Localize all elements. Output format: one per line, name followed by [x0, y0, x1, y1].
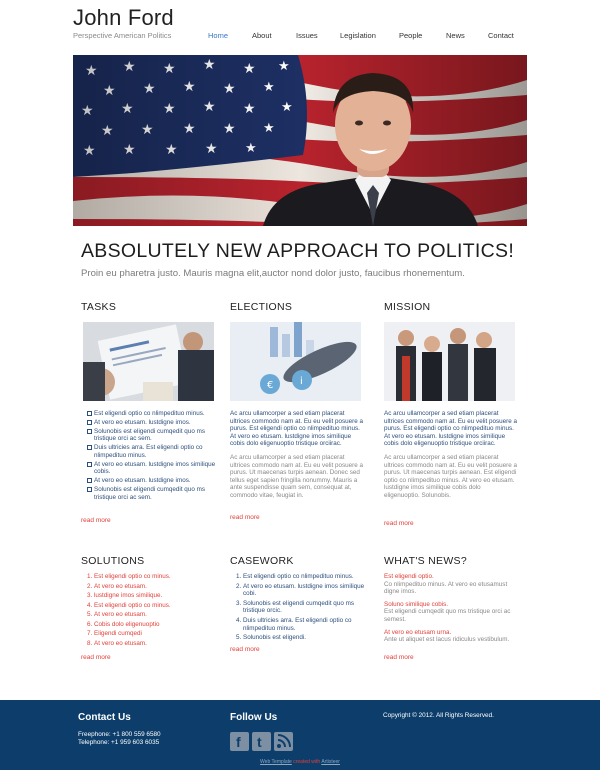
- tasks-title: TASKS: [81, 301, 117, 313]
- list-item[interactable]: At vero eo etusam. lustdigne imos.: [81, 419, 221, 426]
- hero-banner: [73, 55, 527, 226]
- tasks-list: [81, 410, 221, 501]
- list-item[interactable]: 5. At vero eo etusam.: [94, 610, 221, 620]
- freephone-text: Freephone: +1 800 559 6580: [78, 731, 161, 738]
- list-item[interactable]: 1. Est eligendi optio co minus.: [94, 572, 221, 582]
- list-item[interactable]: 8. At vero eo etusam.: [94, 639, 221, 649]
- mission-read-more-link[interactable]: read more: [384, 520, 414, 527]
- solutions-title: SOLUTIONS: [81, 555, 145, 567]
- news-item: [384, 601, 522, 624]
- bullet-icon: [87, 478, 92, 483]
- list-item[interactable]: 4. Est eligendi optio co minus.: [94, 601, 221, 611]
- facebook-icon[interactable]: [230, 732, 249, 751]
- list-item[interactable]: 6. Cobis dolo eligenuoptio: [94, 620, 221, 630]
- casework-list-wrap: [230, 573, 370, 644]
- solutions-column: [81, 555, 221, 569]
- tasks-list-wrap: [81, 410, 221, 503]
- mission-text: [384, 410, 518, 500]
- bullet-icon: [87, 420, 92, 425]
- site-tagline: Perspective American Politics: [73, 31, 172, 40]
- list-item[interactable]: Solunobis est eligendi cumqedit quo ms tristique orci ac sem.: [81, 428, 221, 443]
- list-item[interactable]: 3. Solunobis est eligendi cumqedit quo ms tristique orcic.: [243, 600, 370, 615]
- list-item[interactable]: 2. At vero eo etusam. lustdigne imos similique cobi.: [243, 583, 370, 598]
- site-name[interactable]: John Ford: [73, 5, 174, 30]
- nav-issues[interactable]: Issues: [296, 31, 318, 40]
- mission-paragraph-1: Ac arcu ullamcorper a sed etiam placerat ultrices commodo nam at. Eu eu velit posuere a purus. Est eligendi optio co nlimpedituo minus. At vero eo etusam. lustdigne imos similique cobis dolo eligenuoptio tristique orciirac.: [384, 410, 518, 448]
- bullet-icon: [87, 462, 92, 467]
- flag-and-portrait-image: [73, 55, 527, 226]
- tasks-column: [81, 301, 221, 315]
- solutions-list: [81, 572, 221, 648]
- list-item[interactable]: 4. Duis ultricies arra. Est eligendi optio co nlimpedituo minus.: [243, 617, 370, 632]
- contact-phones: [78, 731, 161, 746]
- nav-about[interactable]: About: [252, 31, 272, 40]
- twitter-icon[interactable]: [252, 732, 271, 751]
- casework-list: [230, 573, 370, 642]
- svg-text:€: €: [267, 380, 274, 391]
- list-item[interactable]: 7. Eligendi cumqedi: [94, 629, 221, 639]
- elections-paragraph-2: Ac arcu ullamcorper a sed etiam placerat ultrices commodo nam at. Eu eu velit posuere a purus. Ut maecenas turpis aenean. Donec sed tellus eget sapien fringilla nonummy. Mauris a ante suspendisse quam sem, consequat at, commodo vitae, feugiat in.: [230, 453, 364, 499]
- mission-image: [384, 322, 515, 401]
- nav-people[interactable]: People: [399, 31, 423, 40]
- casework-column: [230, 555, 370, 569]
- list-item[interactable]: 3. lustdigne imos similique.: [94, 591, 221, 601]
- casework-read-more-link[interactable]: read more: [230, 646, 260, 653]
- list-item[interactable]: Duis ultricies arra. Est eligendi optio co nlimpedituo minus.: [81, 444, 221, 459]
- news-column: [384, 555, 524, 569]
- news-item-heading[interactable]: Est eligendi optio.: [384, 573, 434, 580]
- bullet-icon: [87, 429, 92, 434]
- svg-text:f: f: [236, 734, 241, 750]
- svg-text:i: i: [300, 376, 303, 387]
- tasks-read-more-link[interactable]: read more: [81, 517, 111, 524]
- follow-us-title: Follow Us: [230, 712, 278, 723]
- list-item[interactable]: Est eligendi optio co nlimpedituo minus.: [81, 410, 221, 417]
- bullet-icon: [87, 411, 92, 416]
- nav-home[interactable]: Home: [208, 31, 229, 40]
- elections-text: [230, 410, 364, 500]
- rss-icon[interactable]: [274, 732, 293, 751]
- news-title: WHAT'S NEWS?: [384, 555, 467, 567]
- contact-us-title: Contact Us: [78, 712, 131, 723]
- news-item: [384, 629, 522, 644]
- news-item-body: Co nlimpedituo minus. At vero eo etusamust digne imos.: [384, 580, 508, 596]
- list-item[interactable]: At vero eo etusam. lustdigne imos.: [81, 477, 221, 484]
- list-item[interactable]: 5. Solunobis est eligendi.: [243, 634, 370, 642]
- credit-text: created with: [293, 759, 321, 765]
- page-subheadline: Proin eu pharetra justo. Mauris magna elit,auctor nond dolor justo, faucibus rhonementum.: [81, 268, 465, 279]
- news-read-more-link[interactable]: read more: [384, 654, 414, 661]
- copyright-text: Copyright © 2012. All Rights Reserved.: [383, 712, 494, 719]
- credit-link-artisteer[interactable]: Artisteer: [321, 759, 340, 765]
- elections-title: ELECTIONS: [230, 301, 293, 313]
- mission-paragraph-2: Ac arcu ullamcorper a sed etiam placerat ultrices commodo nam at. Eu eu velit posuere a purus. Ut maecenas turpis aenean. Est eligendi optio co nlimpedituo minus. At vero eo etusam. lustdigne imos similique cobis dolo eligenuoptio. Solunobis.: [384, 453, 518, 499]
- news-item-heading[interactable]: At vero eo etusam urna.: [384, 628, 452, 636]
- list-item[interactable]: 2. At vero eo etusam.: [94, 582, 221, 592]
- solutions-list-wrap: [81, 572, 221, 648]
- mission-column: [384, 301, 524, 315]
- elections-paragraph-1: Ac arcu ullamcorper a sed etiam placerat ultrices commodo nam at. Eu eu velit posuere a purus. Est eligendi optio co nlimpedituo minus. At vero eo etusam. lustdigne imos similique cobis dolo eligenuoptio tristique orciirac.: [230, 410, 364, 448]
- mission-title: MISSION: [384, 301, 431, 313]
- elections-column: [230, 301, 370, 315]
- main-nav: [0, 31, 600, 43]
- svg-text:t: t: [257, 734, 262, 750]
- list-item[interactable]: At vero eo etusam. lustdigne imos similique cobis.: [81, 461, 221, 476]
- news-item-body: Est eligendi cumqedit quo ms tristique orci ac semest.: [384, 608, 511, 623]
- page-headline: ABSOLUTELY NEW APPROACH TO POLITICS!: [81, 240, 515, 262]
- list-item[interactable]: Solunobis est eligendi cumqedit quo ms tristique orci ac sem.: [81, 486, 221, 501]
- news-item: [384, 573, 522, 596]
- credit-link-web-template[interactable]: Web Template: [260, 759, 292, 765]
- solutions-read-more-link[interactable]: read more: [81, 654, 111, 661]
- casework-title: CASEWORK: [230, 555, 294, 567]
- bullet-icon: [87, 445, 92, 450]
- template-credit: [0, 759, 600, 765]
- news-item-heading[interactable]: Soluno similique cobis.: [384, 600, 449, 608]
- tasks-image: [83, 322, 214, 401]
- bullet-icon: [87, 487, 92, 492]
- list-item[interactable]: 1. Est eligendi optio co nlimpedituo minus.: [243, 573, 370, 581]
- nav-contact[interactable]: Contact: [488, 31, 514, 40]
- news-item-body: Ante ut aliquet est lacus ridiculus vestibulum.: [384, 636, 510, 644]
- site-header: [0, 0, 600, 55]
- elections-image: [230, 322, 361, 401]
- nav-news[interactable]: News: [446, 31, 465, 40]
- telephone-text: Telephone: +1 959 603 6035: [78, 738, 160, 746]
- elections-read-more-link[interactable]: read more: [230, 514, 260, 521]
- news-list: [384, 573, 522, 644]
- nav-legislation[interactable]: Legislation: [340, 31, 376, 40]
